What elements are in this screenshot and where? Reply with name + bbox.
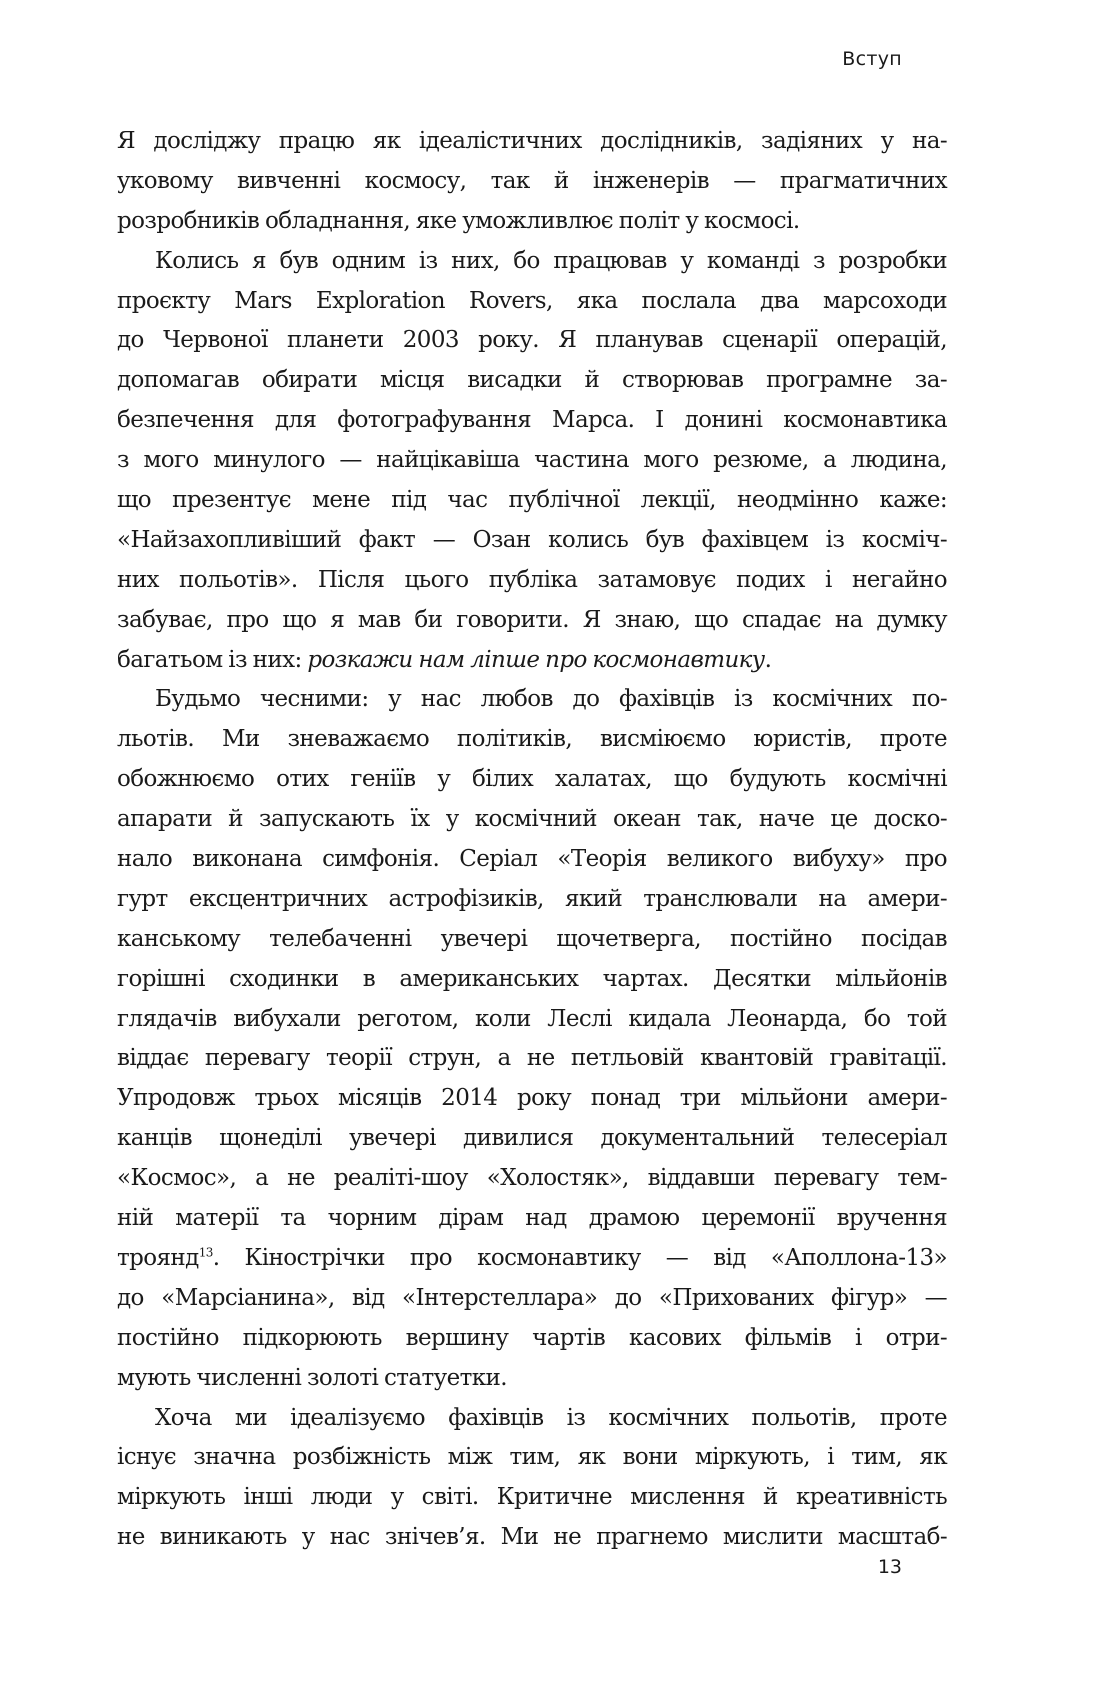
text-line-main: «Найзахопливіший факт — Озан колись був фахівцем із косміч- — [117, 526, 947, 553]
text-line — [117, 1478, 947, 1518]
text-line — [117, 601, 947, 641]
text-line-main: обожнюємо отих геніїв у білих халатах, що будують космічні — [117, 766, 947, 793]
text-line — [117, 1399, 947, 1439]
text-line-main: апарати й запускають їх у космічний океан так, наче це доско- — [117, 806, 947, 833]
text-line-main: міркують інші люди у світі. Критичне мислення й креативність — [117, 1484, 947, 1511]
text-line — [117, 1000, 947, 1040]
text-line — [117, 1359, 947, 1399]
text-line — [117, 840, 947, 880]
text-line — [117, 361, 947, 401]
text-line-main: постійно підкорюють вершину чартів касових фільмів і отри- — [117, 1324, 947, 1351]
text-line-main: забуває, про що я мав би говорити. Я знаю, що спадає на думку — [117, 606, 947, 633]
text-line — [117, 1239, 947, 1279]
text-line-main: льотів. Ми зневажаємо політиків, висміюємо юристів, проте — [117, 726, 947, 753]
text-line — [117, 282, 947, 322]
running-head: Вступ — [842, 48, 902, 70]
text-line — [117, 122, 947, 162]
page-number: 13 — [877, 1556, 902, 1578]
text-line — [117, 800, 947, 840]
text-line — [117, 1279, 947, 1319]
text-line-main: що презентує мене під час публічної лекції, неодмінно каже: — [117, 487, 947, 514]
text-line-end: . — [764, 646, 772, 673]
text-line-main: канців щонеділі увечері дивилися документальний телесеріал — [117, 1125, 947, 1152]
text-line — [117, 920, 947, 960]
text-line-main: існує значна розбіжність між тим, як вони міркують, і тим, як — [117, 1444, 947, 1471]
text-line — [117, 1119, 947, 1159]
text-line-main: горішні сходинки в американських чартах. Десятки мільйонів — [117, 965, 947, 992]
text-line — [117, 1518, 947, 1558]
text-line-main: до «Марсіанина», від «Інтерстеллара» до «Прихованих фігур» — — [117, 1284, 947, 1311]
text-line-main: не виникають у нас знічев’я. Ми не прагнемо мислити масштаб- — [117, 1524, 947, 1551]
text-line — [117, 1199, 947, 1239]
text-line-main: них польотів». Після цього публіка затамовує подих і негайно — [117, 566, 947, 593]
text-line — [117, 561, 947, 601]
text-line-main: розробників обладнання, яке уможливлює політ у космосі. — [117, 207, 800, 234]
text-line — [117, 1319, 947, 1359]
text-line — [117, 1438, 947, 1478]
text-line — [117, 880, 947, 920]
text-line-main: ній матерії та чорним дірам над драмою церемонії вручення — [117, 1205, 947, 1232]
text-line — [117, 481, 947, 521]
text-line-main: канському телебаченні увечері щочетверга, постійно посідав — [117, 925, 947, 952]
text-line-main: проєкту Mars Exploration Rovers, яка послала два марсоходи — [117, 287, 947, 314]
text-line — [117, 441, 947, 481]
text-line — [117, 321, 947, 361]
text-line-main: з мого минулого — найцікавіша частина мого резюме, а людина, — [117, 447, 947, 474]
text-line-main: Я досліджу працю як ідеалістичних дослідників, задіяних у на- — [117, 128, 947, 154]
text-line-continuation: . Кінострічки про космонавтику — від «Аполлона-13» — [212, 1244, 947, 1271]
text-line-main: троянд — [117, 1244, 199, 1271]
text-line — [117, 720, 947, 760]
text-line — [117, 680, 947, 720]
text-line — [117, 641, 947, 681]
text-line-main: «Космос», а не реаліті-шоу «Холостяк», віддавши перевагу тем- — [117, 1165, 947, 1192]
text-line — [117, 1079, 947, 1119]
footnote-reference[interactable]: 13 — [198, 1245, 213, 1260]
text-line-main: уковому вивченні космосу, так й інженерів — прагматичних — [117, 167, 947, 194]
text-line-main: Хоча ми ідеалізуємо фахівців із космічних польотів, проте — [155, 1404, 947, 1431]
text-line-main: гурт ексцентричних астрофізиків, який транслювали на амери- — [117, 885, 947, 912]
text-line — [117, 521, 947, 561]
text-line — [117, 960, 947, 1000]
text-line — [117, 202, 947, 242]
text-line — [117, 760, 947, 800]
text-line-main: Упродовж трьох місяців 2014 року понад три мільйони амери- — [117, 1085, 947, 1112]
text-line-main: мують численні золоті статуетки. — [117, 1364, 507, 1391]
text-line — [117, 1039, 947, 1079]
text-line — [117, 242, 947, 282]
text-line-main: допомагав обирати місця висадки й створював програмне за- — [117, 367, 947, 394]
text-line-main: віддає перевагу теорії струн, а не петльовій квантовій гравітації. — [117, 1045, 947, 1072]
text-line-main: нало виконана симфонія. Серіал «Теорія великого вибуху» про — [117, 846, 947, 873]
text-line — [117, 1159, 947, 1199]
text-line-main: безпечення для фотографування Марса. І донині космонавтика — [117, 407, 947, 434]
text-line-main: Будьмо чесними: у нас любов до фахівців із космічних по- — [155, 686, 947, 713]
text-line-main: багатьом із них: — [117, 646, 308, 673]
text-line — [117, 401, 947, 441]
text-line — [117, 162, 947, 202]
text-line-main: глядачів вибухали реготом, коли Леслі кидала Леонарда, бо той — [117, 1005, 947, 1032]
text-line-main: Колись я був одним із них, бо працював у команді з розробки — [155, 247, 947, 274]
body-text — [117, 122, 947, 1558]
italic-phrase: розкажи нам ліпше про космонавтику — [307, 646, 765, 673]
text-line-main: до Червоної планети 2003 року. Я планував сценарії операцій, — [117, 327, 947, 354]
